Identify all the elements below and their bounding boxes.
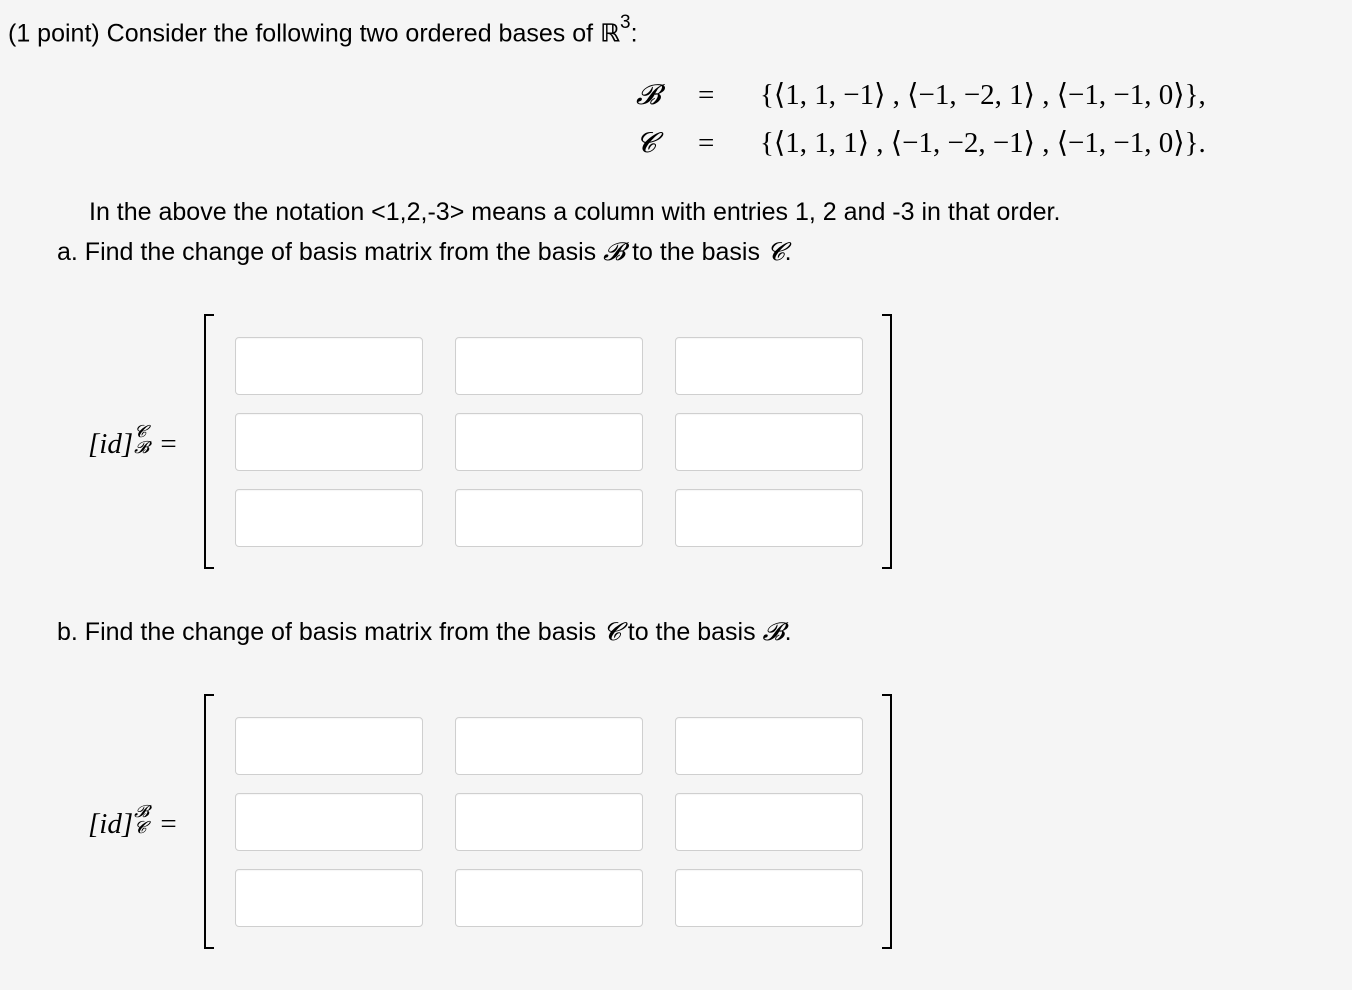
- problem-intro-colon: :: [630, 19, 638, 48]
- basis-c-value: {⟨1, 1, 1⟩ , ⟨−1, −2, −1⟩ , ⟨−1, −1, 0⟩}.: [760, 127, 1206, 159]
- part-a-cell-2-3[interactable]: [675, 413, 863, 471]
- part-a-matrix-label: [88, 422, 177, 461]
- part-b-left-bracket: [204, 694, 214, 949]
- part-a-cell-3-2[interactable]: [455, 489, 643, 547]
- part-a-prefix: a. Find the change of basis matrix from the basis: [57, 238, 604, 266]
- part-b-cell-3-2[interactable]: [455, 869, 643, 927]
- part-a-right-bracket: [882, 314, 892, 569]
- basis-b-row: [636, 78, 661, 112]
- part-a-cell-1-2[interactable]: [455, 337, 643, 395]
- part-b-matrix-label: [88, 802, 177, 841]
- part-a-cell-1-1[interactable]: [235, 337, 423, 395]
- part-b-cell-2-1[interactable]: [235, 793, 423, 851]
- part-b-label-id: [id]: [88, 808, 134, 840]
- part-b-cell-3-1[interactable]: [235, 869, 423, 927]
- part-b-middle: to the basis: [620, 618, 763, 646]
- part-b-prefix: b. Find the change of basis matrix from the basis: [57, 618, 604, 646]
- part-a-cell-1-3[interactable]: [675, 337, 863, 395]
- part-b-cell-1-3[interactable]: [675, 717, 863, 775]
- basis-c-symbol: 𝓒: [636, 126, 656, 159]
- basis-b-symbol: 𝓑: [636, 78, 661, 111]
- part-b-suffix: .: [784, 618, 792, 646]
- part-b-to-basis: 𝓑: [762, 617, 785, 646]
- part-b-label-sup: 𝓑: [134, 802, 150, 822]
- basis-b-value: {⟨1, 1, −1⟩ , ⟨−1, −2, 1⟩ , ⟨−1, −1, 0⟩},: [760, 79, 1206, 111]
- part-b-cell-2-3[interactable]: [675, 793, 863, 851]
- part-a-cell-2-2[interactable]: [455, 413, 643, 471]
- part-b-cell-1-2[interactable]: [455, 717, 643, 775]
- part-a-label-sup: 𝓒: [134, 422, 147, 442]
- part-b-cell-3-3[interactable]: [675, 869, 863, 927]
- part-b-label-equals: =: [160, 808, 177, 840]
- problem-intro: [8, 12, 638, 48]
- basis-c-row: [636, 126, 656, 160]
- part-a-middle: to the basis: [625, 238, 767, 266]
- basis-c-equals: =: [698, 127, 715, 159]
- part-a-prompt: [57, 237, 792, 267]
- part-a-label-id: [id]: [88, 428, 134, 460]
- part-a-cell-3-3[interactable]: [675, 489, 863, 547]
- notation-note: In the above the notation <1,2,-3> means a column with entries 1, 2 and -3 in that order.: [89, 198, 1061, 226]
- part-a-label-equals: =: [160, 428, 177, 460]
- part-b-label-sub: 𝓒: [134, 818, 147, 838]
- part-b-prompt: [57, 617, 792, 647]
- part-a-from-basis: 𝓑: [603, 237, 626, 266]
- part-a-suffix: .: [784, 238, 792, 266]
- problem-intro-text: (1 point) Consider the following two ordered bases of: [8, 19, 600, 48]
- part-b-right-bracket: [882, 694, 892, 949]
- part-b-cell-2-2[interactable]: [455, 793, 643, 851]
- field-symbol: ℝ: [600, 18, 621, 48]
- part-b-from-basis: 𝓒: [603, 617, 621, 646]
- part-a-cell-3-1[interactable]: [235, 489, 423, 547]
- part-b-cell-1-1[interactable]: [235, 717, 423, 775]
- basis-b-equals: =: [698, 79, 715, 111]
- part-a-to-basis: 𝓒: [766, 237, 785, 266]
- field-exponent: 3: [620, 12, 631, 33]
- part-a-left-bracket: [204, 314, 214, 569]
- part-a-cell-2-1[interactable]: [235, 413, 423, 471]
- part-a-label-sub: 𝓑: [134, 438, 150, 458]
